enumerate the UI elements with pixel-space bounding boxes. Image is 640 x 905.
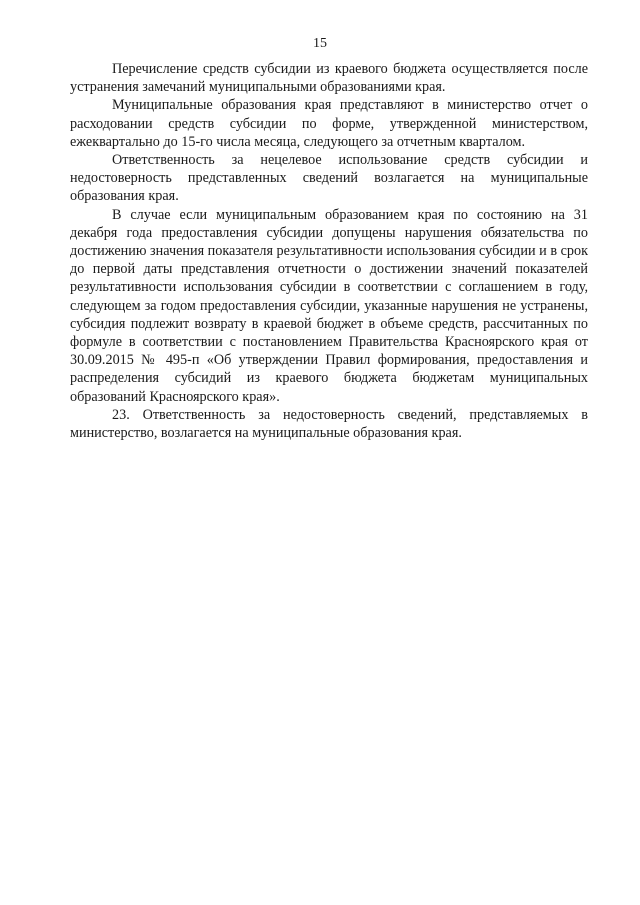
paragraph-clause-23: 23. Ответственность за недостоверность сведений, представляемых в министерство, возлагается на муниципальные образования края. bbox=[70, 406, 588, 442]
paragraph-transfer-of-funds: Перечисление средств субсидии из краевого бюджета осуществляется после устранения замечаний муниципальными образованиями края. bbox=[70, 61, 588, 96]
document-body bbox=[70, 60, 588, 442]
page-number: 15 bbox=[313, 36, 327, 51]
paragraph-subsidy-refund: В случае если муниципальным образованием края по состоянию на 31 декабря года предоставления субсидии допущены нарушения обязательства по достижению значения показателя результативности использования субсидии и в срок до первой даты представления отчетности о достижении значений показателей результативности использования субсидии в соответствии с соглашением в году, следующем за годом предоставления субсидии, указанные нарушения не устранены, субсидия подлежит возврату в краевой бюджет в объеме средств, рассчитанных по формуле в соответствии с постановлением Правительства Красноярского края от 30.09.2015 № 495-п «Об утверждении Правил формирования, предоставления и распределения субсидий из краевого бюджета бюджетам муниципальных образований Красноярского края». bbox=[70, 206, 588, 405]
paragraph-expense-report: Муниципальные образования края представляют в министерство отчет о расходовании средств субсидии по форме, утвержденной министерством, ежеквартально до 15-го числа месяца, следующего за отчетным кварталом. bbox=[70, 97, 588, 150]
paragraph-misuse-responsibility: Ответственность за нецелевое использование средств субсидии и недостоверность представленных сведений возлагается на муниципальные образования края. bbox=[70, 152, 588, 205]
